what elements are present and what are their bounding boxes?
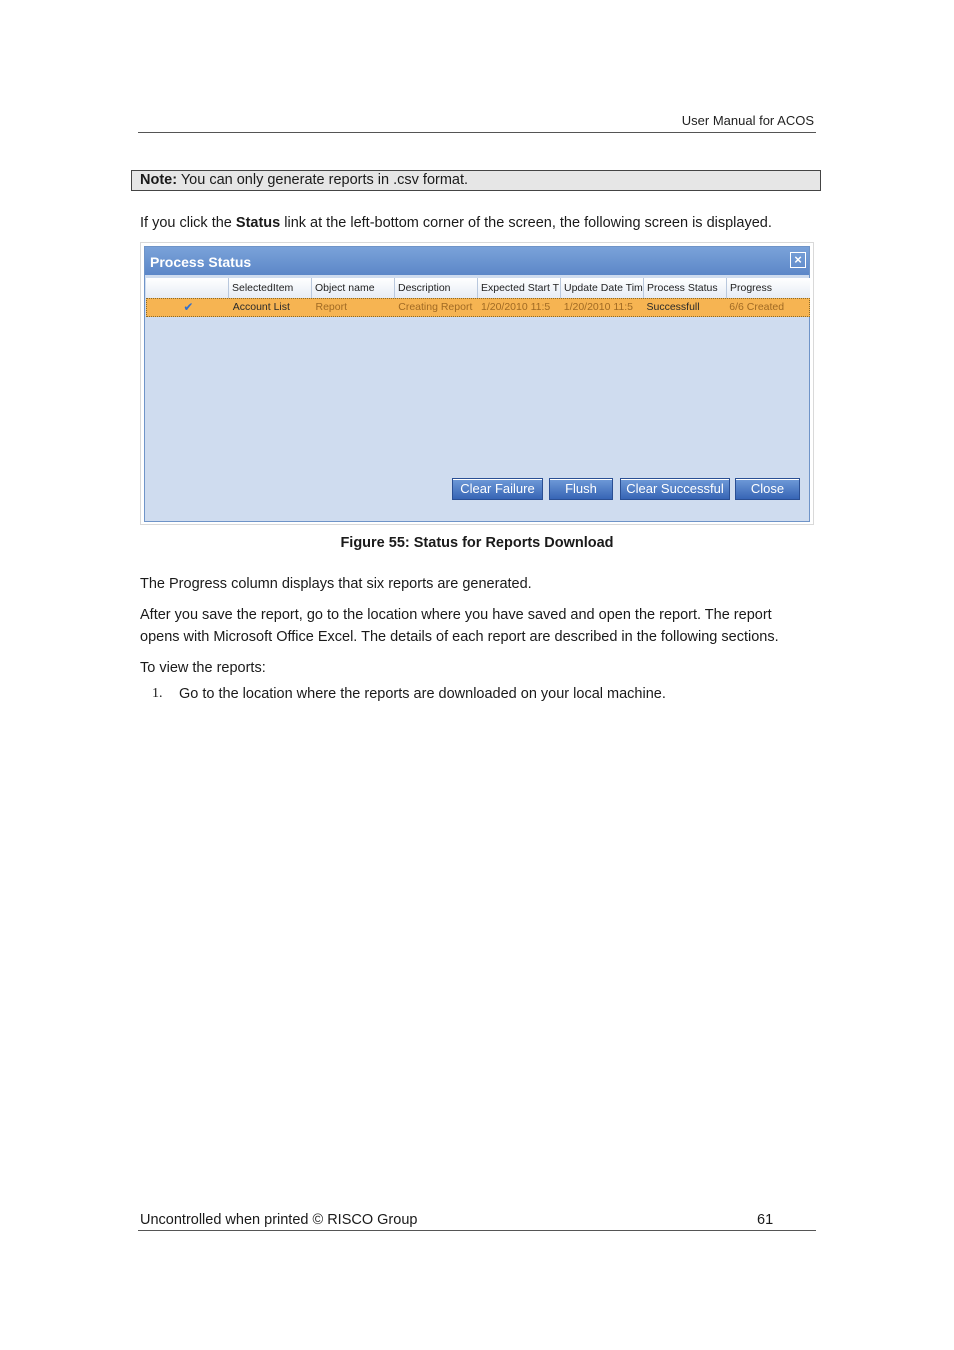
cell-progress: 6/6 Created xyxy=(729,301,785,313)
note-box xyxy=(131,170,821,191)
check-icon: ✔ xyxy=(183,300,194,314)
intro-text-before: If you click the xyxy=(140,215,236,231)
clear-failure-button[interactable]: Clear Failure xyxy=(452,478,543,500)
close-button[interactable]: Close xyxy=(735,478,800,500)
intro-status-word: Status xyxy=(235,215,281,231)
cell-process-status: Successfull xyxy=(646,301,700,313)
footer-divider xyxy=(138,1230,816,1231)
column-header-selected-item[interactable]: SelectedItem xyxy=(229,278,312,298)
intro-paragraph xyxy=(140,212,772,234)
cell-selected-item: Account List xyxy=(232,301,290,313)
column-header-expected-start[interactable]: Expected Start T xyxy=(478,278,561,298)
column-header-progress[interactable]: Progress xyxy=(730,282,773,294)
page-header-title: User Manual for ACOS xyxy=(681,113,814,128)
cell-update-date: 1/20/2010 11:5 xyxy=(563,301,634,313)
cell-expected-start: 1/20/2010 11:5 xyxy=(480,301,551,313)
grid-header xyxy=(146,278,810,299)
figure-caption: Figure 55: Status for Reports Download xyxy=(340,535,614,551)
progress-paragraph: The Progress column displays that six reports are generated. xyxy=(140,576,532,592)
process-status-dialog xyxy=(144,246,810,522)
dialog-title: Process Status xyxy=(150,254,252,270)
intro-text-after: link at the left-bottom corner of the screen, the following screen is displayed. xyxy=(280,215,772,231)
header-divider xyxy=(138,132,816,133)
footer-copyright: Uncontrolled when printed © RISCO Group xyxy=(140,1212,418,1228)
flush-button[interactable]: Flush xyxy=(549,478,613,500)
cell-object-name: Report xyxy=(315,301,347,313)
column-header-object-name[interactable]: Object name xyxy=(312,278,395,298)
note-label: Note: xyxy=(140,172,178,188)
save-paragraph-line2: opens with Microsoft Office Excel. The details of each report are described in the following sections. xyxy=(140,629,779,645)
column-header-description[interactable]: Description xyxy=(395,278,478,298)
step-number: 1. xyxy=(152,686,163,701)
note-text: You can only generate reports in .csv format. xyxy=(177,172,469,188)
dialog-title-bar xyxy=(145,247,809,275)
cell-description: Creating Report xyxy=(398,301,473,313)
step-text: Go to the location where the reports are downloaded on your local machine. xyxy=(179,686,666,702)
column-header-check[interactable] xyxy=(146,278,229,298)
save-paragraph-line1: After you save the report, go to the location where you have saved and open the report. The report xyxy=(140,607,772,623)
column-header-process-status[interactable]: Process Status xyxy=(644,278,727,298)
clear-successful-button[interactable]: Clear Successful xyxy=(620,478,730,500)
column-header-update-date[interactable]: Update Date Tim xyxy=(561,278,644,298)
view-reports-paragraph: To view the reports: xyxy=(140,660,266,676)
page-number: 61 xyxy=(757,1212,774,1228)
table-row[interactable] xyxy=(146,298,810,317)
close-icon[interactable]: × xyxy=(790,252,806,268)
